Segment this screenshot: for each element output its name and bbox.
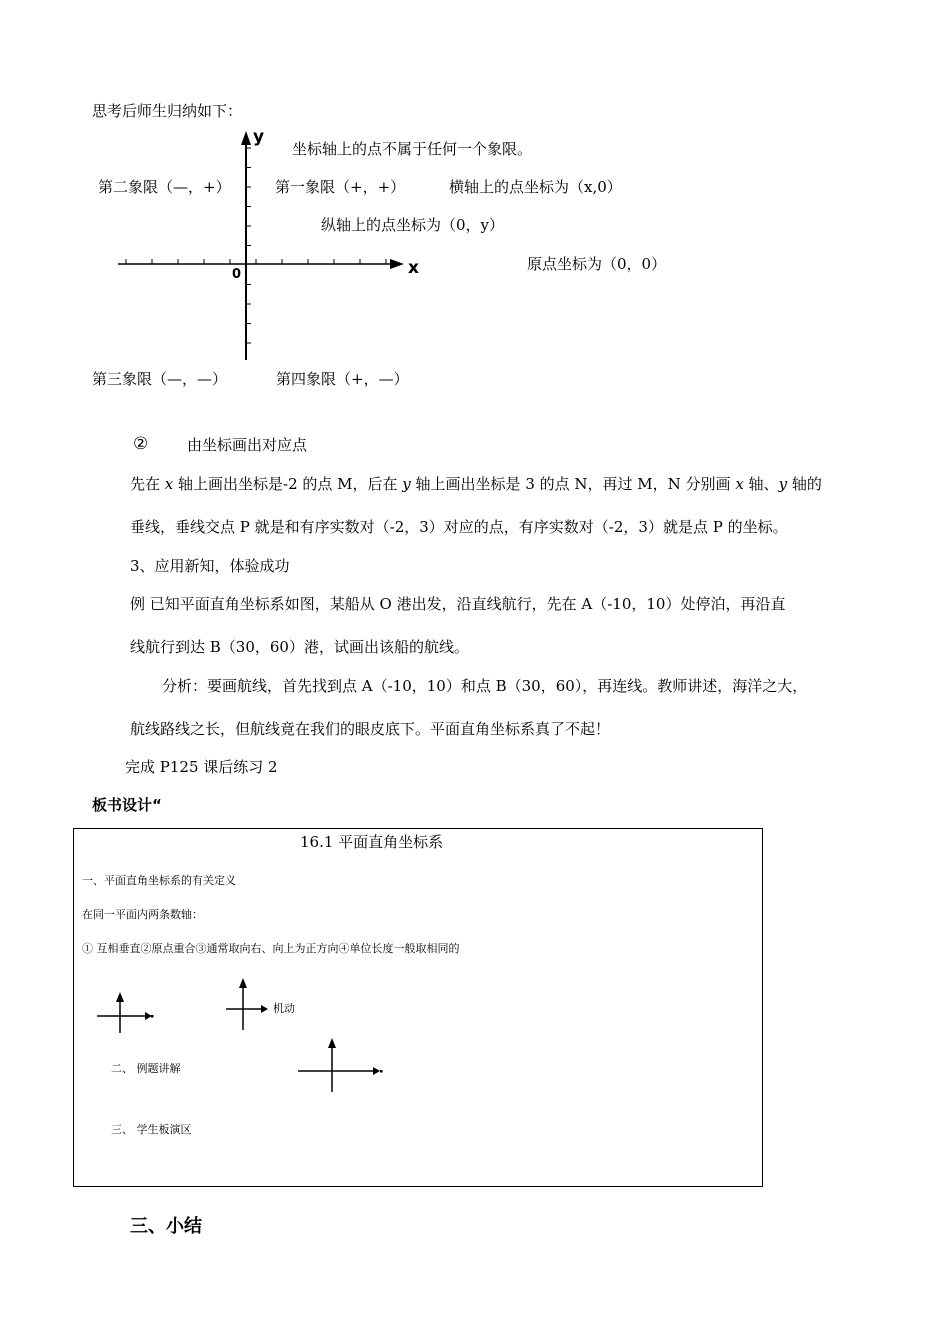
summary-heading: 三、小结 <box>130 1216 202 1237</box>
example-line1: 例 已知平面直角坐标系如图，某船从 O 港出发，沿直线航行，先在 A（-10，10）处停泊，再沿直 <box>130 595 786 613</box>
board-item-1-points: ① 互相垂直②原点重合③通常取向右、向上为正方向④单位长度一般取相同的 <box>82 942 460 955</box>
example-line2: 线航行到达 B（30，60）港，试画出该船的航线。 <box>130 638 469 656</box>
mobile-label: 机动 <box>273 1002 295 1015</box>
origin-label: 0 <box>232 267 242 282</box>
board-item-1-sub: 在同一平面内两条数轴： <box>82 908 203 921</box>
y-axis-point-note: 纵轴上的点坐标为（0，y） <box>321 216 505 234</box>
mini-axis-3 <box>298 1038 383 1092</box>
step2-line2: 垂线，垂线交点 P 就是和有序实数对（-2，3）对应的点，有序实数对（-2，3）就是点 P 的坐标。 <box>130 518 788 536</box>
x-axis-point-note: 横轴上的点坐标为（x,0） <box>449 178 622 196</box>
intro-text: 思考后师生归纳如下： <box>92 102 243 120</box>
step2-line1: 先在 x 轴上画出坐标是-2 的点 M，后在 y 轴上画出坐标是 3 的点 N，再过 M，N 分别画 x 轴、y 轴的 <box>130 475 822 493</box>
board-heading: 板书设计“ <box>92 796 162 814</box>
board-item-1: 一、平面直角坐标系的有关定义 <box>82 874 236 887</box>
x-axis-label: x <box>408 258 419 278</box>
board-item-3: 三、 学生板演区 <box>111 1123 192 1136</box>
section3-title: 3、应用新知，体验成功 <box>130 557 290 575</box>
step-marker: ② <box>133 434 149 454</box>
origin-point-note: 原点坐标为（0，0） <box>527 255 667 273</box>
exercise-text: 完成 P125 课后练习 2 <box>125 758 278 776</box>
quadrant-4-label: 第四象限（+，—） <box>276 370 409 388</box>
analysis-line2: 航线路线之长，但航线竟在我们的眼皮底下。平面直角坐标系真了不起！ <box>130 720 611 738</box>
y-axis-label: y <box>253 127 265 147</box>
step2-title: 由坐标画出对应点 <box>187 436 308 454</box>
board-title: 16.1 平面直角坐标系 <box>300 833 444 851</box>
mini-axis-1 <box>97 992 154 1033</box>
quadrant-3-label: 第三象限（—，—） <box>92 370 228 388</box>
board-item-2: 二、 例题讲解 <box>111 1062 181 1075</box>
mini-axis-2 <box>226 978 268 1030</box>
quadrant-1-label: 第一象限（+，+） <box>275 178 406 196</box>
quadrant-2-label: 第二象限（—，+） <box>98 178 231 196</box>
analysis-line1: 分析：要画航线，首先找到点 A（-10，10）和点 B（30，60），再连线。教师讲述，海洋之大， <box>162 677 808 695</box>
axis-note: 坐标轴上的点不属于任何一个象限。 <box>292 140 533 158</box>
